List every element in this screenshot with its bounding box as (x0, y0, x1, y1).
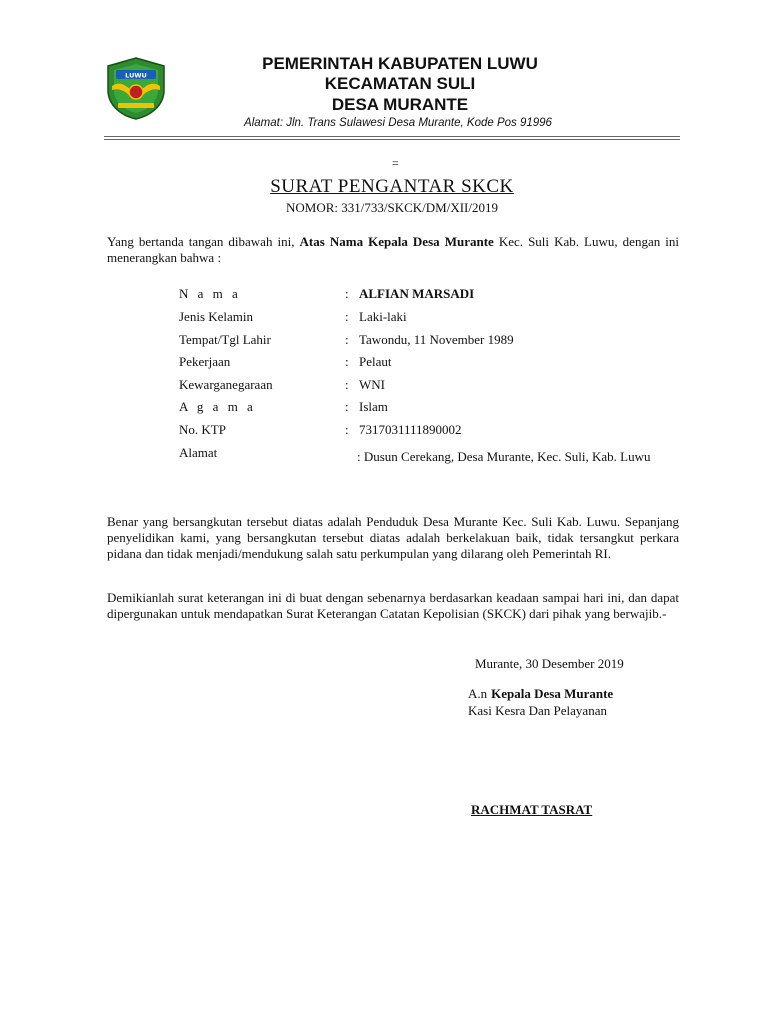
document-number: NOMOR: 331/733/SKCK/DM/XII/2019 (286, 200, 498, 215)
field-label: Tempat/Tgl Lahir (179, 332, 271, 347)
field-tempat-tgl-lahir (179, 332, 679, 352)
field-colon: : (345, 377, 349, 392)
field-label: N a m a (179, 286, 241, 301)
field-label: Kewarganegaraan (179, 377, 273, 392)
field-value: 7317031111890002 (359, 422, 462, 437)
field-colon: : (345, 332, 349, 347)
field-colon: : (345, 399, 349, 414)
place-date: Murante, 30 Desember 2019 (475, 656, 624, 671)
field-agama (179, 399, 679, 419)
signatory-title: A.n Kepala Desa Murante (468, 686, 614, 701)
field-value: Islam (359, 399, 388, 414)
field-colon: : (345, 309, 349, 324)
field-label: No. KTP (179, 422, 226, 437)
field-label: Jenis Kelamin (179, 309, 254, 324)
signatory-name: RACHMAT TASRAT (471, 802, 593, 817)
field-pekerjaan (179, 354, 679, 374)
field-value: WNI (359, 377, 385, 392)
signatory-unit: Kasi Kesra Dan Pelayanan (468, 703, 607, 718)
separator-mark: = (392, 156, 399, 170)
field-value: Pelaut (359, 354, 392, 369)
kop-kecamatan: KECAMATAN SULI (324, 74, 476, 93)
kop-rule-bottom (104, 139, 680, 140)
field-label: A g a m a (179, 399, 256, 414)
field-colon: : (345, 286, 349, 301)
field-label: Pekerjaan (179, 354, 231, 369)
field-jenis-kelamin (179, 309, 679, 329)
opening-paragraph: Yang bertanda tangan dibawah ini, Atas Nama Kepala Desa Murante Kec. Suli Kab. Luwu, dengan ini menerangkan bahwa : (107, 234, 679, 265)
kop-pemerintah: PEMERINTAH KABUPATEN LUWU (262, 54, 538, 73)
field-colon: : (345, 422, 349, 437)
closing-paragraph: Demikianlah surat keterangan ini di buat dengan sebenarnya berdasarkan keadaan sampai hari ini, dan dapat dipergunakan untuk mendapatkan Surat Keterangan Catatan Kepolisian (SKCK) dari pihak yang berwajib.- (107, 590, 679, 621)
document-title: SURAT PENGANTAR SKCK (270, 176, 514, 197)
field-no-ktp (179, 422, 679, 442)
field-colon: : (345, 354, 349, 369)
luwu-regency-emblem-icon (104, 56, 168, 120)
field-alamat-value: : Dusun Cerekang, Desa Murante, Kec. Suli, Kab. Luwu (357, 449, 651, 464)
field-value: Laki-laki (359, 309, 407, 324)
kop-alamat: Alamat: Jln. Trans Sulawesi Desa Murante, Kode Pos 91996 (244, 117, 552, 129)
field-label: Alamat (179, 445, 218, 460)
field-value: ALFIAN MARSADI (359, 286, 475, 301)
kop-desa: DESA MURANTE (331, 95, 469, 114)
kop-rule-top (104, 136, 680, 137)
statement-paragraph: Benar yang bersangkutan tersebut diatas adalah Penduduk Desa Murante Kec. Suli Kab. Luwu. Sepanjang penyelidikan kami, yang bersangkutan tersebut diatas adalah berkelakuan baik, tidak tersangkut perkara pidana dan tidak menjadi/mendukung salah satu perkumpulan yang dilarang oleh Pemerintah RI. (107, 514, 679, 561)
logo-label: LUWU (125, 71, 147, 80)
field-nama (179, 286, 679, 306)
field-kewarganegaraan (179, 377, 679, 397)
field-value: Tawondu, 11 November 1989 (359, 332, 514, 347)
